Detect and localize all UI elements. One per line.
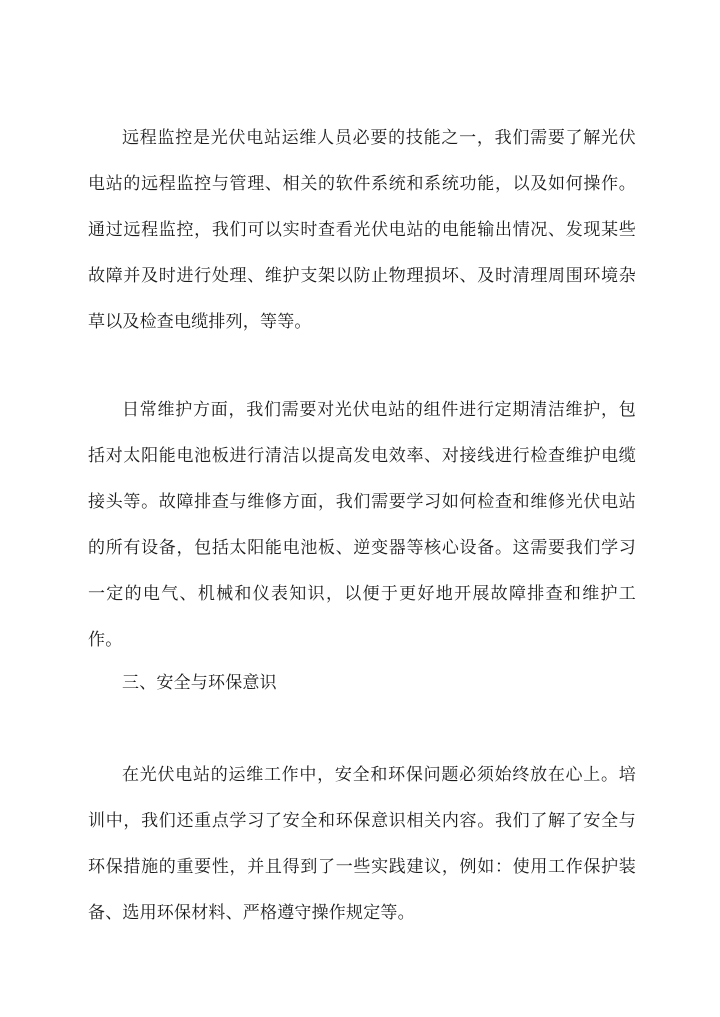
section-heading-safety: 三、安全与环保意识	[122, 673, 277, 693]
paragraph-safety-environment: 在光伏电站的运维工作中，安全和环保问题必须始终放在心上。培训中，我们还重点学习了安全和环保意识相关内容。我们了解了安全与环保措施的重要性，并且得到了一些实践建议，例如：使用工作保护装备、选用环保材料、严格遵守操作规定等。	[88, 765, 636, 923]
paragraph-daily-maintenance: 日常维护方面，我们需要对光伏电站的组件进行定期清洁维护，包括对太阳能电池板进行清洁以提高发电效率、对接线进行检查维护电缆接头等。故障排查与维修方面，我们需要学习如何检查和维修光伏电站的所有设备，包括太阳能电池板、逆变器等核心设备。这需要我们学习一定的电气、机械和仪表知识，以便于更好地开展故障排查和维护工作。	[88, 400, 636, 650]
paragraph-remote-monitoring: 远程监控是光伏电站运维人员必要的技能之一，我们需要了解光伏电站的远程监控与管理、相关的软件系统和系统功能，以及如何操作。通过远程监控，我们可以实时查看光伏电站的电能输出情况、发现某些故障并及时进行处理、维护支架以防止物理损坏、及时清理周围环境杂草以及检查电缆排列，等等。	[88, 128, 636, 332]
